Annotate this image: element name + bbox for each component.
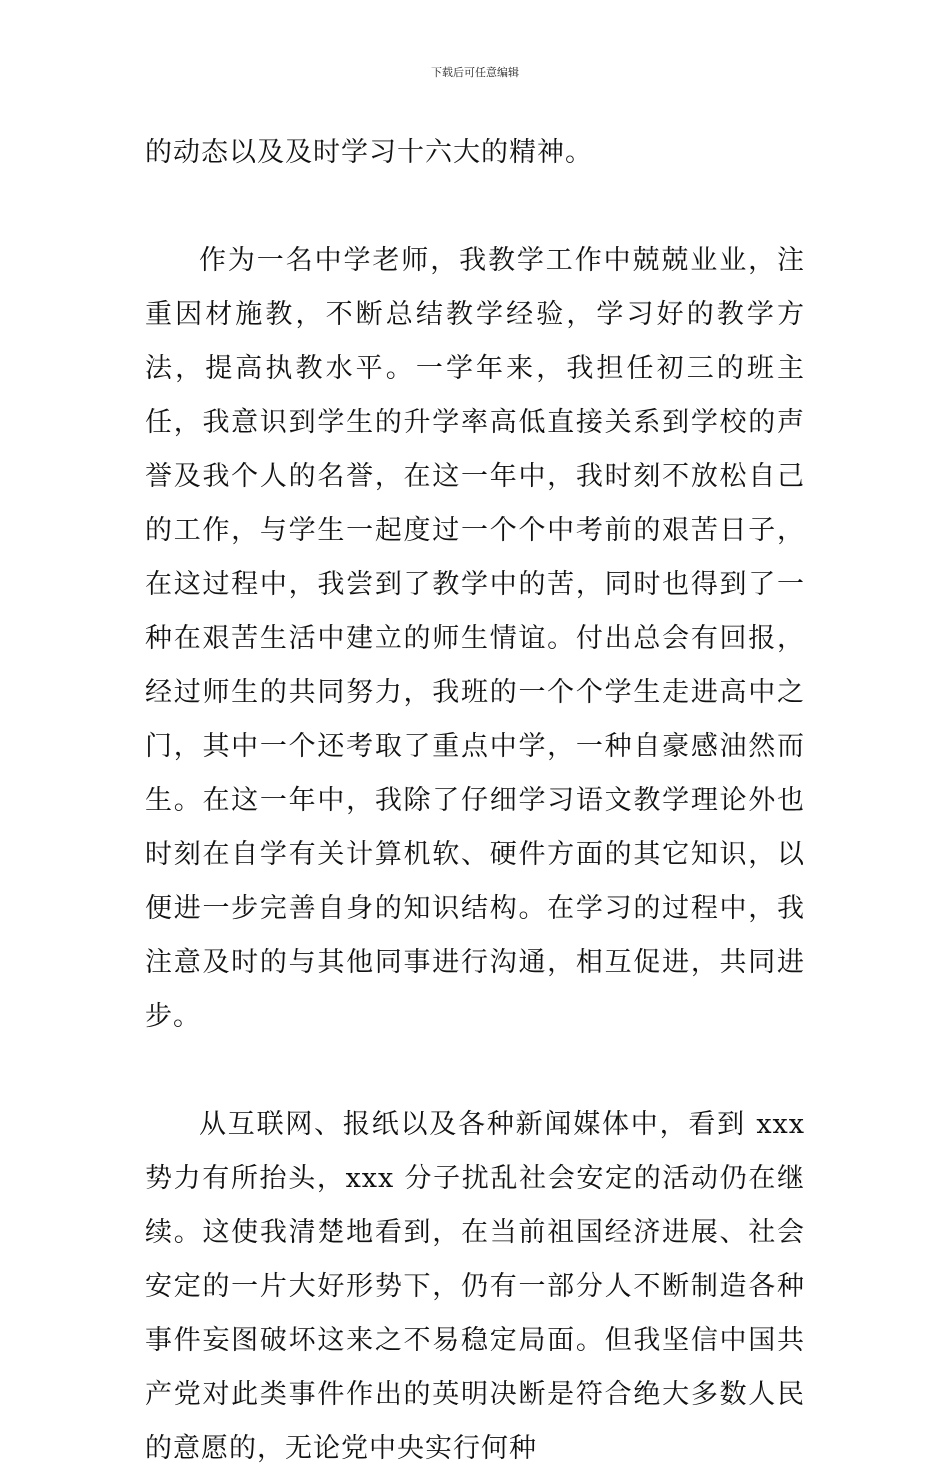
header-note: 下载后可任意编辑 — [431, 66, 519, 79]
paragraph-social-stability: 从互联网、报纸以及各种新闻媒体中，看到 xxx 势力有所抬头，xxx 分子扰乱社会安定的活动仍在继续。这使我清楚地看到，在当前祖国经济进展、社会安定的一片大好形势下，仍有一部分人不断制造各种事件妄图破坏这来之不易稳定局面。但我坚信中国共产党对此类事件作出的英明决断是符合绝大多数人民的意愿的，无论党中央实行何种 — [145, 1109, 805, 1464]
document-body — [145, 126, 805, 1476]
paragraph-continuation: 的动态以及及时学习十六大的精神。 — [145, 137, 593, 168]
paragraph-gap — [145, 180, 805, 234]
paragraph-teaching-work: 作为一名中学老师，我教学工作中兢兢业业，注重因材施教，不断总结教学经验，学习好的教学方法，提高执教水平。一学年来，我担任初三的班主任，我意识到学生的升学率高低直接关系到学校的声誉及我个人的名誉，在这一年中，我时刻不放松自己的工作，与学生一起度过一个个中考前的艰苦日子，在这过程中，我尝到了教学中的苦，同时也得到了一种在艰苦生活中建立的师生情谊。付出总会有回报，经过师生的共同努力，我班的一个个学生走进高中之门，其中一个还考取了重点中学，一种自豪感油然而生。在这一年中，我除了仔细学习语文教学理论外也时刻在自学有关计算机软、硬件方面的其它知识，以便进一步完善自身的知识结构。在学习的过程中，我注意及时的与其他同事进行沟通，相互促进，共同进步。 — [145, 245, 805, 1032]
paragraph-gap — [145, 1044, 805, 1098]
